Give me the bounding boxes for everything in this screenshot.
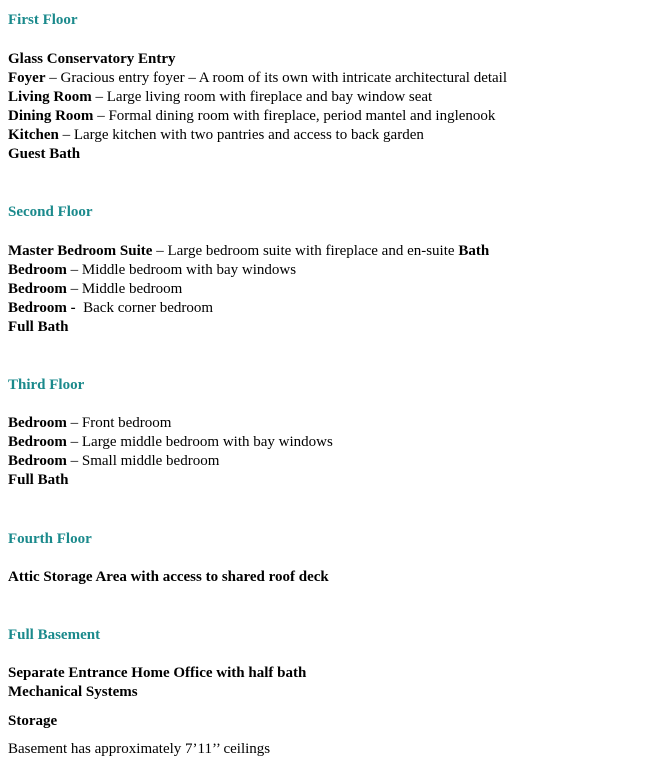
room-line-bedroom-middle-bay xyxy=(8,261,296,280)
room-name: Kitchen xyxy=(8,127,59,143)
room-line-bedroom-small-middle xyxy=(8,452,219,471)
section-heading-third-floor: Third Floor xyxy=(8,377,85,393)
room-line-bedroom-back-corner xyxy=(8,299,213,318)
room-guest-bath: Guest Bath xyxy=(8,146,81,162)
room-name: Dining Room xyxy=(8,108,94,124)
room-name: Living Room xyxy=(8,89,92,105)
room-description: – Gracious entry foyer – A room of its own with intricate architectural detail xyxy=(45,70,508,86)
room-name: Bedroom xyxy=(8,262,67,278)
section-heading-fourth-floor: Fourth Floor xyxy=(8,531,92,547)
room-line-bedroom-large-middle xyxy=(8,433,333,452)
room-line-bedroom-front xyxy=(8,414,171,433)
room-full-bath-second: Full Bath xyxy=(8,319,69,335)
room-description: Back corner bedroom xyxy=(75,300,214,316)
room-description: – Large kitchen with two pantries and access to back garden xyxy=(58,127,424,143)
room-description: – Middle bedroom xyxy=(66,281,183,297)
room-description: – Large bedroom suite with fireplace and en-suite xyxy=(152,243,459,259)
room-name: Bedroom xyxy=(8,453,67,469)
room-name: Bedroom - xyxy=(8,300,76,316)
room-storage: Storage xyxy=(8,713,58,729)
room-home-office: Separate Entrance Home Office with half bath xyxy=(8,665,307,681)
room-description: – Large living room with fireplace and bay window seat xyxy=(91,89,433,105)
room-attic-storage: Attic Storage Area with access to shared roof deck xyxy=(8,569,329,585)
basement-ceiling-note: Basement has approximately 7’11’’ ceilings xyxy=(8,741,271,757)
room-name: Bedroom xyxy=(8,434,67,450)
room-line-living-room xyxy=(8,88,432,107)
room-name: Bedroom xyxy=(8,281,67,297)
room-line-bedroom-middle xyxy=(8,280,182,299)
room-name: Foyer xyxy=(8,70,46,86)
section-heading-full-basement: Full Basement xyxy=(8,627,101,643)
room-line-dining-room xyxy=(8,107,495,126)
room-glass-conservatory-entry: Glass Conservatory Entry xyxy=(8,51,176,67)
room-description: – Small middle bedroom xyxy=(66,453,220,469)
room-line-master-bedroom-suite xyxy=(8,242,489,261)
room-description: – Formal dining room with fireplace, period mantel and inglenook xyxy=(93,108,496,124)
section-heading-second-floor: Second Floor xyxy=(8,204,93,220)
room-description: – Front bedroom xyxy=(66,415,172,431)
room-line-foyer xyxy=(8,69,507,88)
room-line-kitchen xyxy=(8,126,424,145)
room-name: Bedroom xyxy=(8,415,67,431)
room-name-bath: Bath xyxy=(458,243,490,259)
room-description: – Middle bedroom with bay windows xyxy=(66,262,297,278)
room-mechanical-systems: Mechanical Systems xyxy=(8,684,138,700)
room-description: – Large middle bedroom with bay windows xyxy=(66,434,333,450)
section-heading-first-floor: First Floor xyxy=(8,12,78,28)
room-full-bath-third: Full Bath xyxy=(8,472,69,488)
room-name: Master Bedroom Suite xyxy=(8,243,153,259)
